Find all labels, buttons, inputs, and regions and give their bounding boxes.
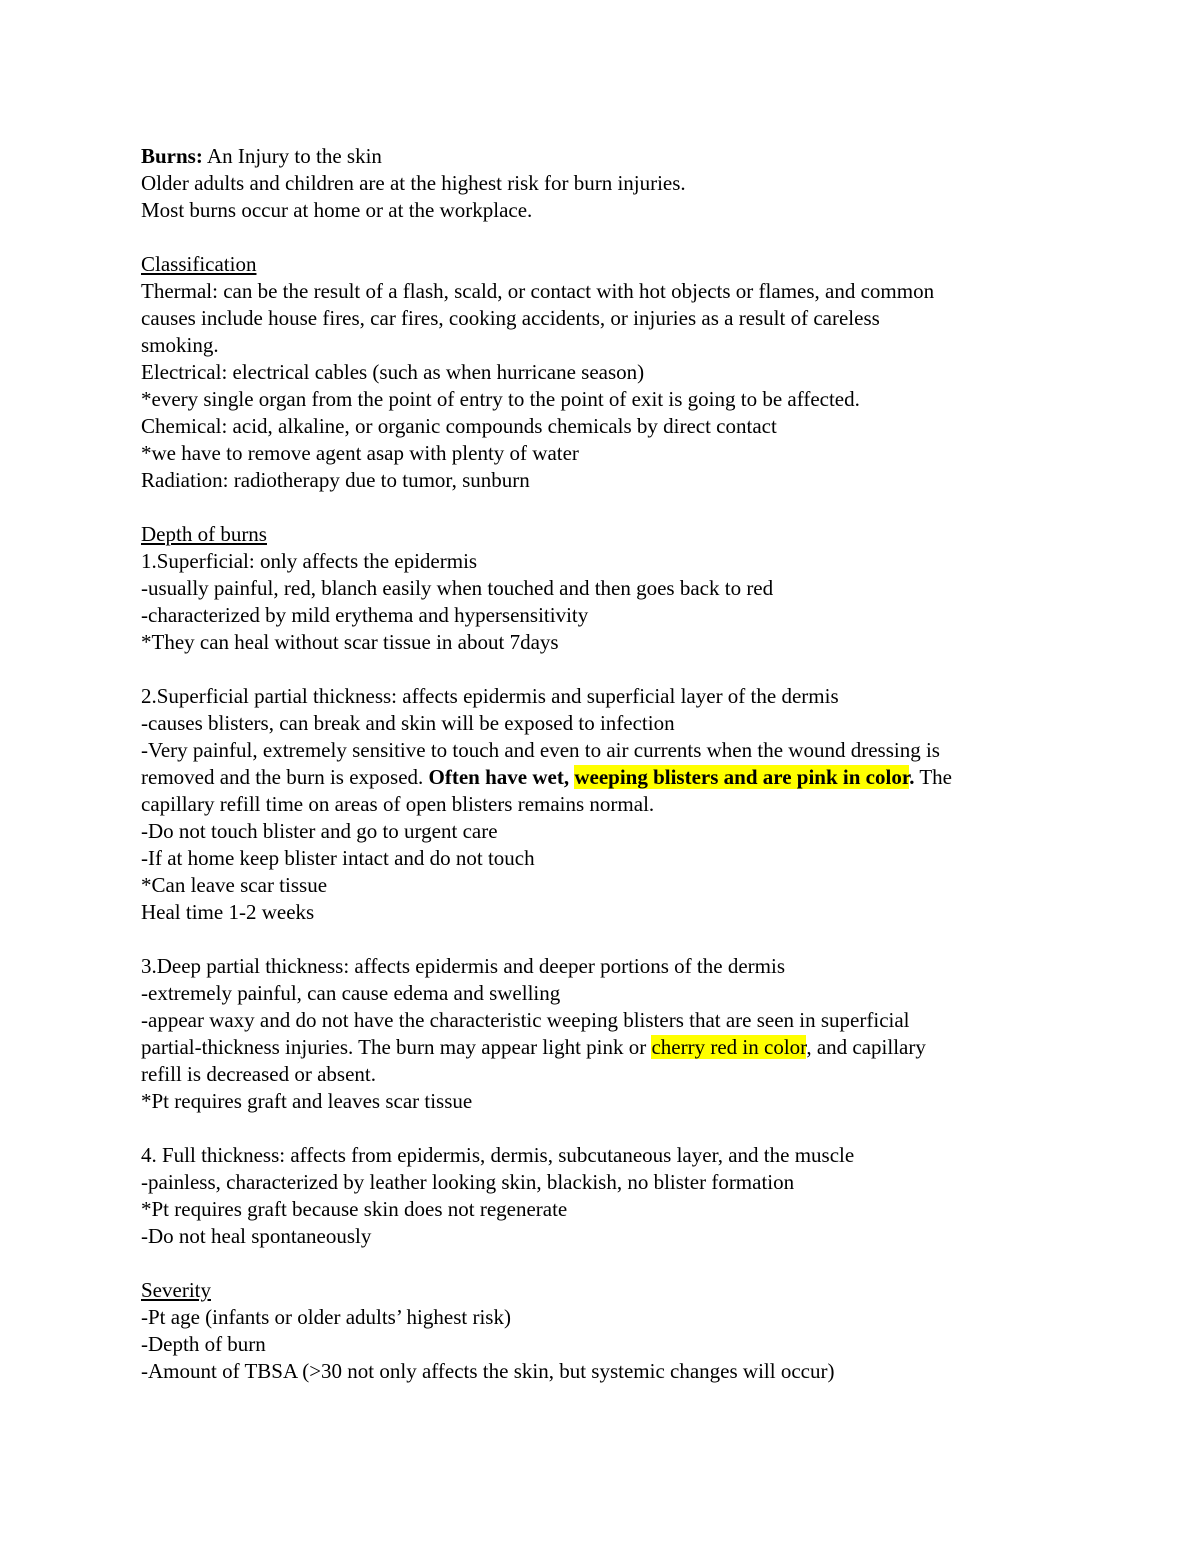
severity-line: -Depth of burn (141, 1332, 266, 1356)
deep-partial-line: -appear waxy and do not have the characteristic weeping blisters that are seen in superficial (141, 1008, 910, 1032)
bold-run: Often have wet, (428, 765, 575, 789)
superficial-partial-line: Heal time 1-2 weeks (141, 900, 315, 924)
document-body (141, 143, 1081, 1385)
superficial-line: -characterized by mild erythema and hypersensitivity (141, 603, 589, 627)
classification-line: *every single organ from the point of entry to the point of exit is going to be affected. (141, 387, 860, 411)
superficial-partial-line: capillary refill time on areas of open blisters remains normal. (141, 792, 655, 816)
classification-line: Thermal: can be the result of a flash, scald, or contact with hot objects or flames, and common (141, 279, 935, 303)
deep-partial-line: *Pt requires graft and leaves scar tissue (141, 1089, 473, 1113)
text-run: removed and the burn is exposed. (141, 765, 429, 789)
classification-line: Electrical: electrical cables (such as when hurricane season) (141, 360, 645, 384)
classification-line: Radiation: radiotherapy due to tumor, sunburn (141, 468, 530, 492)
severity-line: -Pt age (infants or older adults’ highest risk) (141, 1305, 511, 1329)
superficial-partial-line: -Very painful, extremely sensitive to touch and even to air currents when the wound dressing is (141, 738, 940, 762)
intro-line: Older adults and children are at the highest risk for burn injuries. (141, 171, 686, 195)
intro-line: Most burns occur at home or at the workplace. (141, 198, 533, 222)
severity-heading: Severity (141, 1278, 211, 1302)
full-thickness-line: *Pt requires graft because skin does not regenerate (141, 1197, 568, 1221)
text-run: , and capillary (806, 1035, 926, 1059)
superficial-partial-line: -If at home keep blister intact and do not touch (141, 846, 535, 870)
classification-line: smoking. (141, 333, 219, 357)
superficial-line: *They can heal without scar tissue in about 7days (141, 630, 559, 654)
full-thickness-line: -painless, characterized by leather looking skin, blackish, no blister formation (141, 1170, 795, 1194)
text-run: partial-thickness injuries. The burn may appear light pink or (141, 1035, 652, 1059)
superficial-partial-line: *Can leave scar tissue (141, 873, 328, 897)
severity-line: -Amount of TBSA (>30 not only affects the skin, but systemic changes will occur) (141, 1359, 835, 1383)
title-text: An Injury to the skin (202, 144, 382, 168)
document-title (141, 143, 1081, 170)
title-label: Burns: (141, 144, 203, 168)
deep-partial-line: refill is decreased or absent. (141, 1062, 376, 1086)
classification-line: Chemical: acid, alkaline, or organic compounds chemicals by direct contact (141, 414, 777, 438)
full-thickness-line: -Do not heal spontaneously (141, 1224, 372, 1248)
superficial-line: -usually painful, red, blanch easily when touched and then goes back to red (141, 576, 774, 600)
text-run: The (914, 765, 952, 789)
superficial-partial-line: -Do not touch blister and go to urgent care (141, 819, 498, 843)
superficial-partial-line: 2.Superficial partial thickness: affects epidermis and superficial layer of the dermis (141, 684, 839, 708)
superficial-partial-line (141, 764, 1081, 791)
full-thickness-line: 4. Full thickness: affects from epidermis, dermis, subcutaneous layer, and the muscle (141, 1143, 855, 1167)
classification-line: *we have to remove agent asap with plenty of water (141, 441, 579, 465)
depth-heading: Depth of burns (141, 522, 267, 546)
superficial-partial-line: -causes blisters, can break and skin will be exposed to infection (141, 711, 675, 735)
deep-partial-line (141, 1034, 1081, 1061)
highlighted-run: weeping blisters and are pink in color (574, 765, 910, 789)
classification-heading: Classification (141, 252, 257, 276)
deep-partial-line: -extremely painful, can cause edema and swelling (141, 981, 561, 1005)
classification-line: causes include house fires, car fires, cooking accidents, or injuries as a result of careless (141, 306, 880, 330)
bold-run: . (909, 765, 915, 789)
highlighted-run: cherry red in color (651, 1035, 807, 1059)
deep-partial-line: 3.Deep partial thickness: affects epidermis and deeper portions of the dermis (141, 954, 785, 978)
superficial-line: 1.Superficial: only affects the epidermis (141, 549, 478, 573)
